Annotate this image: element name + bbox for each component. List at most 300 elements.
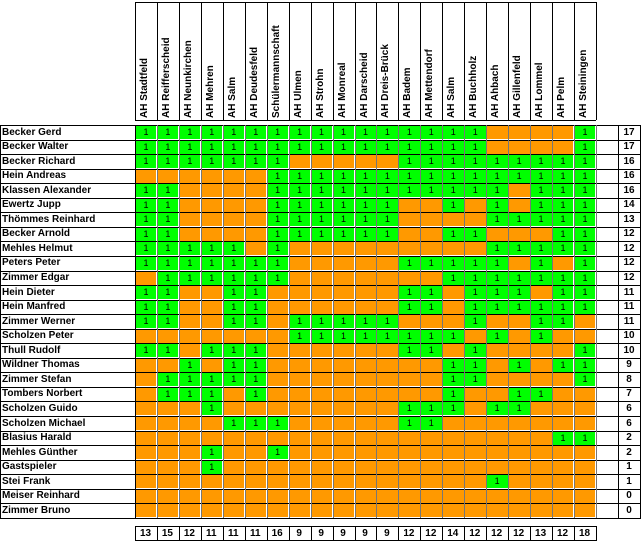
attendance-cell[interactable]: [465, 432, 486, 445]
attendance-cell[interactable]: 1: [136, 213, 157, 226]
attendance-cell[interactable]: [509, 417, 530, 430]
attendance-cell[interactable]: 1: [531, 315, 552, 328]
attendance-cell[interactable]: [421, 199, 442, 212]
attendance-cell[interactable]: [136, 475, 157, 488]
attendance-cell[interactable]: [575, 504, 596, 517]
attendance-cell[interactable]: 1: [553, 170, 574, 183]
attendance-cell[interactable]: 1: [465, 126, 486, 139]
attendance-cell[interactable]: 1: [311, 315, 332, 328]
attendance-cell[interactable]: 1: [201, 446, 222, 459]
attendance-cell[interactable]: [531, 504, 552, 517]
attendance-cell[interactable]: 1: [487, 330, 508, 343]
attendance-cell[interactable]: 1: [377, 141, 398, 154]
attendance-cell[interactable]: 1: [333, 228, 354, 241]
attendance-cell[interactable]: 1: [421, 184, 442, 197]
column-header[interactable]: [223, 2, 244, 120]
attendance-cell[interactable]: [553, 446, 574, 459]
attendance-cell[interactable]: [421, 446, 442, 459]
attendance-cell[interactable]: [355, 272, 376, 285]
attendance-cell[interactable]: 1: [553, 199, 574, 212]
attendance-cell[interactable]: [136, 359, 157, 372]
attendance-cell[interactable]: 1: [355, 213, 376, 226]
attendance-cell[interactable]: [553, 126, 574, 139]
attendance-cell[interactable]: 1: [509, 388, 530, 401]
attendance-cell[interactable]: [311, 432, 332, 445]
attendance-cell[interactable]: 1: [377, 184, 398, 197]
attendance-cell[interactable]: 1: [421, 155, 442, 168]
attendance-cell[interactable]: [311, 373, 332, 386]
attendance-cell[interactable]: 1: [136, 257, 157, 270]
attendance-cell[interactable]: [421, 504, 442, 517]
attendance-cell[interactable]: 1: [575, 301, 596, 314]
attendance-cell[interactable]: 1: [487, 170, 508, 183]
attendance-cell[interactable]: 1: [311, 199, 332, 212]
attendance-cell[interactable]: [267, 373, 288, 386]
attendance-cell[interactable]: 1: [465, 184, 486, 197]
player-name[interactable]: Zimmer Werner: [2, 315, 76, 327]
attendance-cell[interactable]: 1: [157, 141, 178, 154]
attendance-cell[interactable]: 1: [575, 373, 596, 386]
attendance-cell[interactable]: 1: [201, 402, 222, 415]
attendance-cell[interactable]: [443, 344, 464, 357]
player-name[interactable]: Klassen Alexander: [2, 184, 92, 196]
attendance-cell[interactable]: [465, 490, 486, 503]
attendance-cell[interactable]: [399, 432, 420, 445]
attendance-cell[interactable]: 1: [157, 199, 178, 212]
attendance-cell[interactable]: 1: [267, 257, 288, 270]
attendance-cell[interactable]: [531, 490, 552, 503]
attendance-cell[interactable]: [399, 228, 420, 241]
attendance-cell[interactable]: [245, 504, 266, 517]
attendance-cell[interactable]: 1: [399, 301, 420, 314]
attendance-cell[interactable]: 1: [399, 286, 420, 299]
attendance-cell[interactable]: [157, 330, 178, 343]
attendance-cell[interactable]: [465, 242, 486, 255]
attendance-cell[interactable]: 1: [179, 126, 200, 139]
attendance-cell[interactable]: [267, 432, 288, 445]
player-name[interactable]: Becker Gerd: [2, 126, 62, 138]
attendance-cell[interactable]: [443, 213, 464, 226]
attendance-cell[interactable]: 1: [399, 184, 420, 197]
attendance-cell[interactable]: [311, 344, 332, 357]
attendance-cell[interactable]: [136, 490, 157, 503]
attendance-cell[interactable]: 1: [157, 257, 178, 270]
attendance-cell[interactable]: [465, 330, 486, 343]
attendance-cell[interactable]: [399, 213, 420, 226]
attendance-cell[interactable]: 1: [377, 199, 398, 212]
attendance-cell[interactable]: [355, 446, 376, 459]
player-name[interactable]: Mehles Helmut: [2, 242, 73, 254]
attendance-cell[interactable]: 1: [399, 126, 420, 139]
attendance-cell[interactable]: [311, 257, 332, 270]
attendance-cell[interactable]: 1: [311, 141, 332, 154]
attendance-cell[interactable]: [443, 315, 464, 328]
attendance-cell[interactable]: 1: [136, 344, 157, 357]
attendance-cell[interactable]: [136, 446, 157, 459]
attendance-cell[interactable]: [465, 388, 486, 401]
attendance-cell[interactable]: 1: [421, 126, 442, 139]
attendance-cell[interactable]: 1: [179, 373, 200, 386]
attendance-cell[interactable]: [333, 257, 354, 270]
attendance-cell[interactable]: 1: [333, 126, 354, 139]
attendance-cell[interactable]: [553, 388, 574, 401]
attendance-cell[interactable]: 1: [465, 155, 486, 168]
attendance-cell[interactable]: [399, 242, 420, 255]
attendance-cell[interactable]: 1: [531, 199, 552, 212]
attendance-cell[interactable]: [179, 286, 200, 299]
attendance-cell[interactable]: 1: [421, 257, 442, 270]
attendance-cell[interactable]: 1: [201, 272, 222, 285]
attendance-cell[interactable]: [311, 402, 332, 415]
attendance-cell[interactable]: 1: [399, 141, 420, 154]
attendance-cell[interactable]: 1: [465, 359, 486, 372]
column-header[interactable]: [574, 2, 595, 120]
attendance-cell[interactable]: 1: [399, 155, 420, 168]
attendance-cell[interactable]: 1: [421, 170, 442, 183]
attendance-cell[interactable]: [223, 170, 244, 183]
attendance-cell[interactable]: [465, 504, 486, 517]
attendance-cell[interactable]: 1: [223, 242, 244, 255]
attendance-cell[interactable]: [531, 417, 552, 430]
attendance-cell[interactable]: [289, 402, 310, 415]
attendance-cell[interactable]: [531, 475, 552, 488]
attendance-cell[interactable]: [377, 257, 398, 270]
attendance-cell[interactable]: [575, 446, 596, 459]
attendance-cell[interactable]: [333, 402, 354, 415]
attendance-cell[interactable]: 1: [487, 402, 508, 415]
attendance-cell[interactable]: [157, 417, 178, 430]
attendance-cell[interactable]: 1: [267, 126, 288, 139]
attendance-cell[interactable]: 1: [443, 373, 464, 386]
column-header[interactable]: [201, 2, 222, 120]
attendance-cell[interactable]: 1: [377, 126, 398, 139]
attendance-cell[interactable]: [487, 373, 508, 386]
attendance-cell[interactable]: 1: [157, 388, 178, 401]
attendance-cell[interactable]: 1: [157, 373, 178, 386]
attendance-cell[interactable]: 1: [399, 170, 420, 183]
attendance-cell[interactable]: [421, 242, 442, 255]
attendance-cell[interactable]: 1: [355, 199, 376, 212]
attendance-cell[interactable]: 1: [465, 170, 486, 183]
attendance-cell[interactable]: 1: [355, 170, 376, 183]
attendance-cell[interactable]: [245, 402, 266, 415]
attendance-cell[interactable]: [201, 432, 222, 445]
attendance-cell[interactable]: [223, 504, 244, 517]
attendance-cell[interactable]: [179, 504, 200, 517]
player-name[interactable]: Zimmer Bruno: [2, 504, 71, 516]
attendance-cell[interactable]: [443, 432, 464, 445]
attendance-cell[interactable]: 1: [201, 461, 222, 474]
attendance-cell[interactable]: [509, 344, 530, 357]
attendance-cell[interactable]: 1: [245, 315, 266, 328]
player-name[interactable]: Ewertz Jupp: [2, 199, 61, 211]
attendance-cell[interactable]: 1: [157, 344, 178, 357]
attendance-cell[interactable]: [399, 199, 420, 212]
attendance-cell[interactable]: [179, 446, 200, 459]
attendance-cell[interactable]: 1: [399, 402, 420, 415]
attendance-cell[interactable]: [267, 402, 288, 415]
attendance-cell[interactable]: 1: [223, 141, 244, 154]
attendance-cell[interactable]: [289, 417, 310, 430]
attendance-cell[interactable]: [267, 315, 288, 328]
attendance-cell[interactable]: [223, 490, 244, 503]
attendance-cell[interactable]: 1: [575, 126, 596, 139]
attendance-cell[interactable]: [333, 155, 354, 168]
attendance-cell[interactable]: 1: [289, 315, 310, 328]
attendance-cell[interactable]: [311, 272, 332, 285]
attendance-cell[interactable]: 1: [311, 213, 332, 226]
attendance-cell[interactable]: [421, 388, 442, 401]
attendance-cell[interactable]: 1: [179, 359, 200, 372]
attendance-cell[interactable]: 1: [421, 330, 442, 343]
attendance-cell[interactable]: [201, 315, 222, 328]
attendance-cell[interactable]: 1: [289, 199, 310, 212]
attendance-cell[interactable]: 1: [267, 228, 288, 241]
attendance-cell[interactable]: [223, 199, 244, 212]
attendance-cell[interactable]: [201, 417, 222, 430]
attendance-cell[interactable]: 1: [223, 373, 244, 386]
attendance-cell[interactable]: [289, 301, 310, 314]
attendance-cell[interactable]: 1: [201, 141, 222, 154]
attendance-cell[interactable]: [201, 301, 222, 314]
attendance-cell[interactable]: [201, 184, 222, 197]
attendance-cell[interactable]: [136, 330, 157, 343]
attendance-cell[interactable]: [509, 461, 530, 474]
attendance-cell[interactable]: 1: [465, 272, 486, 285]
attendance-cell[interactable]: 1: [289, 184, 310, 197]
attendance-cell[interactable]: [245, 170, 266, 183]
player-name[interactable]: Zimmer Stefan: [2, 373, 72, 385]
attendance-cell[interactable]: [377, 272, 398, 285]
attendance-cell[interactable]: [355, 344, 376, 357]
attendance-cell[interactable]: 1: [487, 301, 508, 314]
attendance-cell[interactable]: [355, 373, 376, 386]
attendance-cell[interactable]: [136, 461, 157, 474]
attendance-cell[interactable]: [487, 359, 508, 372]
attendance-cell[interactable]: [399, 272, 420, 285]
attendance-cell[interactable]: [179, 301, 200, 314]
attendance-cell[interactable]: [509, 184, 530, 197]
attendance-cell[interactable]: [201, 199, 222, 212]
attendance-cell[interactable]: 1: [179, 141, 200, 154]
attendance-cell[interactable]: 1: [575, 141, 596, 154]
attendance-cell[interactable]: 1: [157, 184, 178, 197]
attendance-cell[interactable]: [289, 373, 310, 386]
attendance-cell[interactable]: 1: [267, 272, 288, 285]
attendance-cell[interactable]: 1: [531, 330, 552, 343]
attendance-cell[interactable]: 1: [179, 257, 200, 270]
attendance-cell[interactable]: 1: [157, 272, 178, 285]
attendance-cell[interactable]: 1: [223, 126, 244, 139]
attendance-cell[interactable]: [465, 417, 486, 430]
attendance-cell[interactable]: [553, 504, 574, 517]
attendance-cell[interactable]: 1: [443, 388, 464, 401]
attendance-cell[interactable]: 1: [136, 301, 157, 314]
attendance-cell[interactable]: 1: [377, 228, 398, 241]
attendance-cell[interactable]: [421, 213, 442, 226]
attendance-cell[interactable]: [245, 242, 266, 255]
attendance-cell[interactable]: [311, 301, 332, 314]
attendance-cell[interactable]: [179, 475, 200, 488]
attendance-cell[interactable]: 1: [333, 184, 354, 197]
attendance-cell[interactable]: [355, 359, 376, 372]
player-name[interactable]: Peters Peter: [2, 257, 61, 269]
attendance-cell[interactable]: 1: [136, 126, 157, 139]
column-header[interactable]: [442, 2, 463, 120]
attendance-cell[interactable]: 1: [333, 141, 354, 154]
attendance-cell[interactable]: [377, 286, 398, 299]
attendance-cell[interactable]: [333, 359, 354, 372]
attendance-cell[interactable]: [311, 490, 332, 503]
attendance-cell[interactable]: 1: [575, 257, 596, 270]
column-header[interactable]: [289, 2, 310, 120]
attendance-cell[interactable]: [289, 257, 310, 270]
attendance-cell[interactable]: 1: [421, 286, 442, 299]
attendance-cell[interactable]: [245, 475, 266, 488]
attendance-cell[interactable]: [136, 504, 157, 517]
player-name[interactable]: Blasius Harald: [2, 432, 72, 444]
attendance-cell[interactable]: 1: [136, 184, 157, 197]
attendance-cell[interactable]: [553, 257, 574, 270]
attendance-cell[interactable]: 1: [311, 170, 332, 183]
attendance-cell[interactable]: 1: [289, 330, 310, 343]
attendance-cell[interactable]: [157, 504, 178, 517]
attendance-cell[interactable]: [575, 417, 596, 430]
attendance-cell[interactable]: 1: [553, 228, 574, 241]
attendance-cell[interactable]: [355, 242, 376, 255]
attendance-cell[interactable]: 1: [201, 257, 222, 270]
attendance-cell[interactable]: [179, 417, 200, 430]
attendance-cell[interactable]: 1: [157, 301, 178, 314]
attendance-cell[interactable]: 1: [443, 126, 464, 139]
attendance-cell[interactable]: [509, 446, 530, 459]
attendance-cell[interactable]: 1: [443, 184, 464, 197]
attendance-cell[interactable]: [487, 504, 508, 517]
attendance-cell[interactable]: [157, 170, 178, 183]
attendance-cell[interactable]: 1: [245, 301, 266, 314]
player-name[interactable]: Scholzen Peter: [2, 330, 74, 342]
attendance-cell[interactable]: [509, 199, 530, 212]
attendance-cell[interactable]: [311, 446, 332, 459]
attendance-cell[interactable]: 1: [443, 170, 464, 183]
attendance-cell[interactable]: 1: [333, 315, 354, 328]
attendance-cell[interactable]: [245, 213, 266, 226]
attendance-cell[interactable]: [245, 199, 266, 212]
attendance-cell[interactable]: 1: [487, 242, 508, 255]
player-name[interactable]: Thull Rudolf: [2, 344, 61, 356]
attendance-cell[interactable]: [377, 301, 398, 314]
attendance-cell[interactable]: 1: [267, 213, 288, 226]
attendance-cell[interactable]: 1: [509, 286, 530, 299]
attendance-cell[interactable]: [509, 475, 530, 488]
attendance-cell[interactable]: [289, 388, 310, 401]
attendance-cell[interactable]: 1: [575, 432, 596, 445]
attendance-cell[interactable]: [289, 461, 310, 474]
attendance-cell[interactable]: [245, 432, 266, 445]
attendance-cell[interactable]: 1: [267, 155, 288, 168]
attendance-cell[interactable]: 1: [465, 257, 486, 270]
attendance-cell[interactable]: [289, 490, 310, 503]
attendance-cell[interactable]: [531, 228, 552, 241]
attendance-cell[interactable]: 1: [421, 141, 442, 154]
attendance-cell[interactable]: 1: [223, 301, 244, 314]
attendance-cell[interactable]: [553, 417, 574, 430]
attendance-cell[interactable]: 1: [531, 170, 552, 183]
attendance-cell[interactable]: [355, 257, 376, 270]
attendance-cell[interactable]: [179, 490, 200, 503]
attendance-cell[interactable]: 1: [245, 373, 266, 386]
attendance-cell[interactable]: [575, 490, 596, 503]
column-header[interactable]: [486, 2, 507, 120]
attendance-cell[interactable]: [136, 373, 157, 386]
attendance-cell[interactable]: 1: [465, 315, 486, 328]
attendance-cell[interactable]: [531, 126, 552, 139]
attendance-cell[interactable]: [443, 417, 464, 430]
attendance-cell[interactable]: [311, 155, 332, 168]
attendance-cell[interactable]: 1: [553, 359, 574, 372]
attendance-cell[interactable]: 1: [399, 330, 420, 343]
column-header[interactable]: [376, 2, 397, 120]
attendance-cell[interactable]: [157, 432, 178, 445]
attendance-cell[interactable]: [179, 432, 200, 445]
attendance-cell[interactable]: 1: [487, 199, 508, 212]
attendance-cell[interactable]: [421, 461, 442, 474]
attendance-cell[interactable]: [355, 417, 376, 430]
attendance-cell[interactable]: [289, 446, 310, 459]
attendance-cell[interactable]: [289, 432, 310, 445]
attendance-cell[interactable]: [333, 272, 354, 285]
attendance-cell[interactable]: 1: [201, 373, 222, 386]
attendance-cell[interactable]: [377, 475, 398, 488]
attendance-cell[interactable]: [157, 461, 178, 474]
attendance-cell[interactable]: [355, 490, 376, 503]
attendance-cell[interactable]: [267, 330, 288, 343]
attendance-cell[interactable]: 1: [575, 213, 596, 226]
attendance-cell[interactable]: [399, 504, 420, 517]
attendance-cell[interactable]: [223, 402, 244, 415]
attendance-cell[interactable]: 1: [157, 228, 178, 241]
attendance-cell[interactable]: [179, 213, 200, 226]
player-name[interactable]: Meiser Reinhard: [2, 490, 80, 502]
attendance-cell[interactable]: [267, 286, 288, 299]
attendance-cell[interactable]: [575, 475, 596, 488]
attendance-cell[interactable]: 1: [399, 344, 420, 357]
attendance-cell[interactable]: [289, 242, 310, 255]
attendance-cell[interactable]: [509, 315, 530, 328]
attendance-cell[interactable]: 1: [377, 315, 398, 328]
attendance-cell[interactable]: 1: [443, 257, 464, 270]
attendance-cell[interactable]: [179, 344, 200, 357]
attendance-cell[interactable]: 1: [267, 446, 288, 459]
attendance-cell[interactable]: [553, 373, 574, 386]
attendance-cell[interactable]: [531, 359, 552, 372]
attendance-cell[interactable]: 1: [136, 286, 157, 299]
attendance-cell[interactable]: [421, 432, 442, 445]
attendance-cell[interactable]: [355, 388, 376, 401]
attendance-cell[interactable]: 1: [201, 126, 222, 139]
player-name[interactable]: Hein Dieter: [2, 286, 55, 298]
attendance-cell[interactable]: [443, 504, 464, 517]
player-name[interactable]: Becker Arnold: [2, 228, 70, 240]
attendance-cell[interactable]: 1: [355, 330, 376, 343]
attendance-cell[interactable]: 1: [245, 126, 266, 139]
attendance-cell[interactable]: [201, 286, 222, 299]
attendance-cell[interactable]: [201, 170, 222, 183]
player-name[interactable]: Becker Walter: [2, 141, 69, 153]
attendance-cell[interactable]: [399, 490, 420, 503]
attendance-cell[interactable]: 1: [575, 344, 596, 357]
attendance-cell[interactable]: [487, 417, 508, 430]
